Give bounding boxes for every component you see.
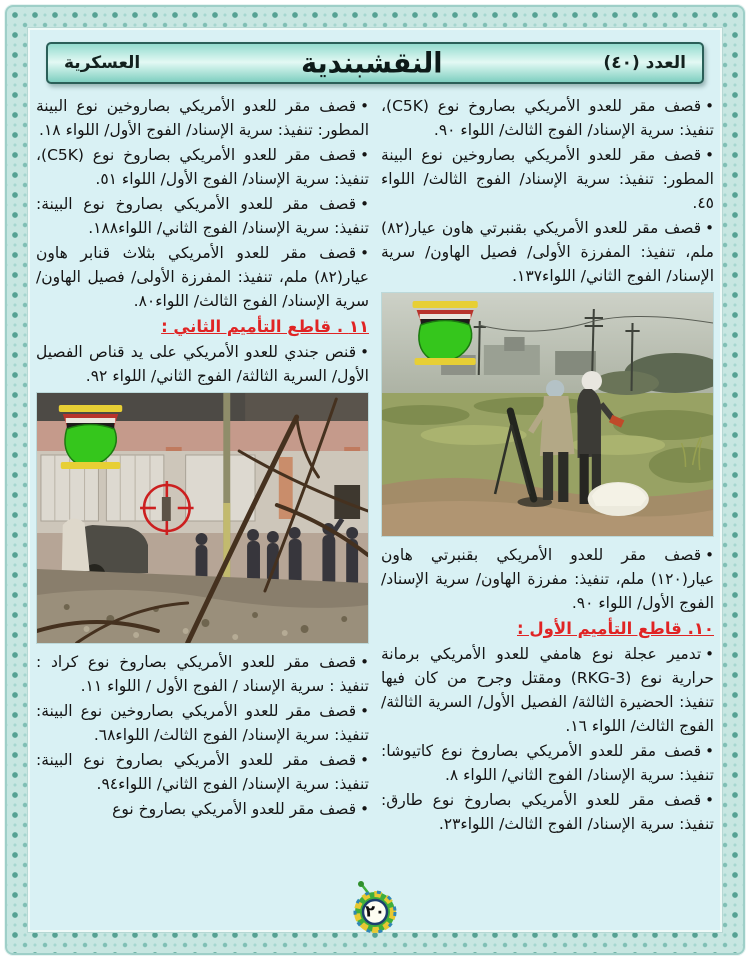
bullet-icon: • — [705, 791, 714, 809]
operation-text: قنص جندي للعدو الأمريكي على يد قناص الفصيل الأول/ السرية الثالثة/ الفوج الثاني/ اللواء ٩٢. — [36, 343, 369, 385]
operation-text: قصف مقر للعدو الأمريكي بصاروخ نوع — [112, 800, 357, 818]
operation-item — [36, 192, 369, 240]
bullet-icon: • — [360, 146, 369, 164]
operation-item — [381, 543, 714, 615]
bullet-icon: • — [360, 702, 369, 720]
bullet-icon: • — [705, 645, 714, 663]
operation-text: قصف مقر للعدو الأمريكي بصاروخ نوع (C5K)، تنفيذ: سرية الإسناد/ الفوج الثالث/ اللواء ٩٠. — [381, 97, 714, 139]
operation-item — [36, 94, 369, 142]
operation-text: قصف مقر للعدو الأمريكي بقنبرتي هاون عيار(٨٢) ملم، تنفيذ: المفرزة الأولى/ فصيل الهاون/ سرية الإسناد/ الفوج الثاني/ اللواء١٣٧. — [381, 219, 714, 285]
page-number-ornament — [349, 880, 401, 936]
operation-item — [36, 699, 369, 747]
bullet-icon: • — [705, 219, 714, 237]
masthead-bar — [46, 42, 704, 84]
mortar-team-field-photo — [381, 292, 714, 537]
operation-text: قصف مقر للعدو الأمريكي بصاروخ نوع (C5K)، تنفيذ: سرية الإسناد/ الفوج الأول/ اللواء ٥١. — [36, 146, 369, 188]
bullet-icon: • — [360, 653, 369, 671]
operation-item — [381, 788, 714, 836]
operation-text: قصف مقر للعدو الأمريكي بصاروخ نوع البينة: تنفيذ: سرية الإسناد/ الفوج الثاني/ اللواء٩٤. — [36, 751, 369, 793]
bullet-icon: • — [360, 343, 369, 361]
page-number: ٢٠ — [365, 901, 385, 921]
operation-item — [36, 650, 369, 698]
bullet-icon: • — [705, 146, 714, 164]
operation-item — [381, 642, 714, 738]
issue-number: العدد (٤٠) — [603, 53, 686, 73]
edition-label: العسكرية — [64, 53, 141, 73]
operation-item — [381, 216, 714, 288]
operation-text: تدمير عجلة نوع هامفي للعدو الأمريكي برمانة حرارية نوع (RKG-3) ومقتل وجرح من كان فيها تنفيذ: الحضيرة الثالثة/ الفصيل الأول/ السرية الثالثة/ الفوج الثالث/ اللواء ١٦. — [381, 645, 714, 735]
operation-text: قصف مقر للعدو الأمريكي بثلاث قنابر هاون عيار(٨٢) ملم، تنفيذ: المفرزة الأولى/ فصيل الهاون/ سرية الإسناد/ الفوج الثالث/ اللواء٨٠. — [36, 244, 369, 310]
operation-text: قصف مقر للعدو الأمريكي بصاروخ نوع كراد : تنفيذ : سرية الإسناد / الفوج الأول / اللواء ١١. — [36, 653, 369, 695]
bullet-icon: • — [360, 800, 369, 818]
sniper-photo-illustration — [37, 393, 368, 643]
operation-item — [381, 143, 714, 215]
operation-text: قصف مقر للعدو الأمريكي بقنبرتي هاون عيار(١٢٠) ملم، تنفيذ: مفرزة الهاون/ سرية الإسناد/ الفوج الأول/ اللواء ٩٠. — [381, 546, 714, 612]
page-title: النقشبندية — [301, 46, 443, 80]
bullet-icon: • — [360, 751, 369, 769]
operation-item — [36, 143, 369, 191]
operation-text: قصف مقر للعدو الأمريكي بصاروخ نوع كاتيوشا: تنفيذ: سرية الإسناد/ الفوج الثاني/ اللواء ٨. — [381, 742, 714, 784]
page-content-area — [30, 30, 720, 930]
sniper-scope-target-photo — [36, 392, 369, 644]
operation-item — [36, 241, 369, 313]
column-left — [36, 94, 369, 926]
operation-item — [381, 94, 714, 142]
operation-text: قصف مقر للعدو الأمريكي بصاروخين نوع البينة: تنفيذ: سرية الإسناد/ الفوج الثالث/ اللواء٦٨. — [36, 702, 369, 744]
operation-item — [381, 739, 714, 787]
operation-text: قصف مقر للعدو الأمريكي بصاروخ نوع البينة: تنفيذ: سرية الإسناد/ الفوج الثاني/ اللواء١٨٨. — [36, 195, 369, 237]
sector-heading: ١١ . قاطع التأميم الثاني : — [161, 317, 369, 336]
two-column-text — [36, 94, 714, 926]
bullet-icon: • — [360, 195, 369, 213]
sector-heading: ١٠. قاطع التأميم الأول : — [517, 619, 714, 638]
column-right — [381, 94, 714, 926]
bullet-icon: • — [705, 546, 714, 564]
bullet-icon: • — [705, 742, 714, 760]
bullet-icon: • — [705, 97, 714, 115]
bullet-icon: • — [360, 244, 369, 262]
operation-item — [36, 748, 369, 796]
operation-text: قصف مقر للعدو الأمريكي بصاروخ نوع طارق: تنفيذ: سرية الإسناد/ الفوج الثالث/ اللواء٢٣. — [381, 791, 714, 833]
mortar-photo-illustration — [382, 293, 713, 536]
operation-text: قصف مقر للعدو الأمريكي بصاروخين نوع البينة المطور: تنفيذ: سرية الإسناد/ الفوج الثالث/ اللواء ٤٥. — [381, 146, 714, 212]
operation-text: قصف مقر للعدو الأمريكي بصاروخين نوع البينة المطور: تنفيذ: سرية الإسناد/ الفوج الأول/ اللواء ١٨. — [36, 97, 369, 139]
operation-item — [36, 340, 369, 388]
operation-item — [36, 797, 369, 821]
bullet-icon: • — [360, 97, 369, 115]
